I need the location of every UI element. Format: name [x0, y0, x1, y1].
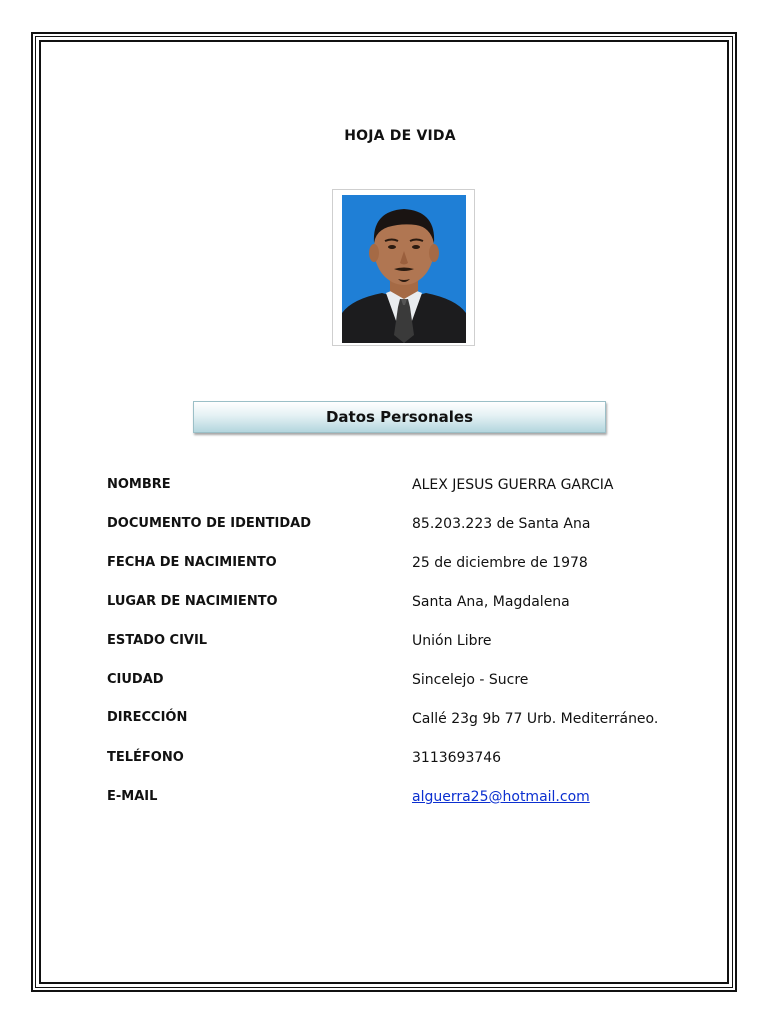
- label-email: E-MAIL: [107, 789, 158, 804]
- value-documento: 85.203.223 de Santa Ana: [412, 516, 591, 532]
- value-fecha-nacimiento: 25 de diciembre de 1978: [412, 555, 588, 571]
- label-lugar-nacimiento: LUGAR DE NACIMIENTO: [107, 594, 278, 609]
- person-photo-icon: [342, 195, 466, 343]
- section-header-datos-personales: [193, 401, 606, 433]
- label-nombre: NOMBRE: [107, 477, 171, 492]
- label-direccion: DIRECCIÓN: [107, 710, 188, 725]
- page-border-inner: [39, 40, 729, 984]
- label-fecha-nacimiento: FECHA DE NACIMIENTO: [107, 555, 277, 570]
- label-ciudad: CIUDAD: [107, 672, 164, 687]
- label-documento: DOCUMENTO DE IDENTIDAD: [107, 516, 312, 531]
- value-ciudad: Sincelejo - Sucre: [412, 672, 529, 688]
- value-estado-civil: Unión Libre: [412, 633, 492, 649]
- section-title: Datos Personales: [325, 408, 474, 426]
- document-title: HOJA DE VIDA: [344, 128, 456, 144]
- profile-photo: [332, 189, 475, 346]
- value-nombre: ALEX JESUS GUERRA GARCIA: [412, 477, 614, 493]
- value-lugar-nacimiento: Santa Ana, Magdalena: [412, 594, 570, 610]
- value-email: [412, 789, 590, 805]
- label-estado-civil: ESTADO CIVIL: [107, 633, 208, 648]
- value-telefono: 3113693746: [412, 750, 502, 766]
- value-direccion: Callé 23g 9b 77 Urb. Mediterráneo.: [412, 711, 659, 727]
- email-link[interactable]: alguerra25@hotmail.com: [412, 789, 590, 805]
- label-telefono: TELÉFONO: [107, 750, 184, 765]
